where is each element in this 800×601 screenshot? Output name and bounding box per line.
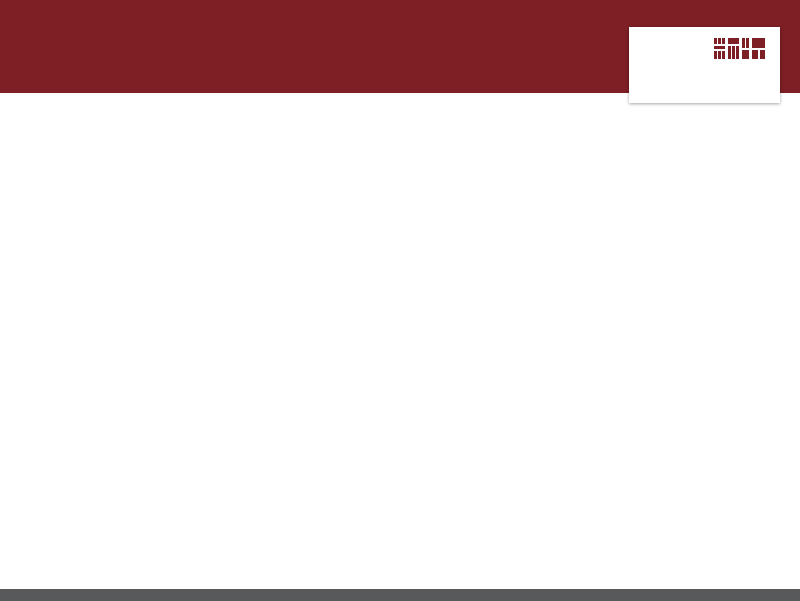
company-logo <box>629 27 780 103</box>
footer-bar <box>0 589 800 601</box>
logo-squares-icon <box>714 38 766 60</box>
